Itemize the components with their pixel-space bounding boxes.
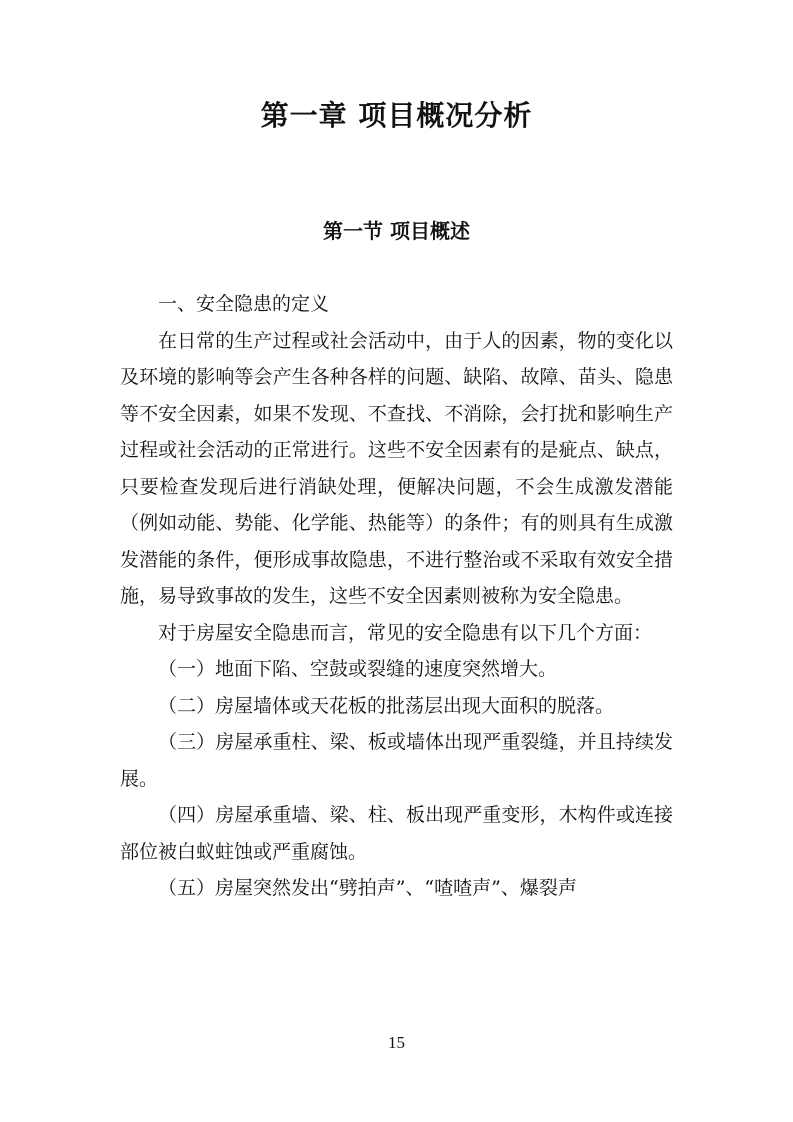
list-item-1: （一）地面下陷、空鼓或裂缝的速度突然增大。: [158, 658, 558, 680]
list-item-2: （二）房屋墙体或天花板的批荡层出现大面积的脱落。: [158, 694, 615, 717]
list-item-4: （四）房屋承重墙、梁、柱、板出现严重变形，木构件或连接部位被白蚁蛀蚀或严重腐蚀。: [120, 804, 673, 863]
page-number: 15: [388, 1033, 405, 1052]
paragraph-definition: 在日常的生产过程或社会活动中，由于人的因素，物的变化以及环境的影响等会产生各种各样的问题、缺陷、故障、苗头、隐患等不安全因素，如果不发现、不查找、不消除，会打扰和影响生产过程或社会活动的正常进行。这些不安全因素有的是疵点、缺点，只要检查发现后进行消缺处理，便解决问题，不会生成激发潜能（例如动能、势能、化学能、热能等）的条件；有的则具有生成激发潜能的条件，便形成事故隐患，不进行整治或不采取有效安全措施，易导致事故的发生，这些不安全因素则被称为安全隐患。: [120, 329, 673, 607]
list-item-5: （五）房屋突然发出“劈拍声”、“喳喳声”、爆裂声: [158, 877, 577, 899]
body-text: [120, 286, 673, 907]
heading-definition: 一、安全隐患的定义: [158, 293, 330, 315]
chapter-title: 第一章 项目概况分析: [260, 99, 533, 132]
list-item-3: （三）房屋承重柱、梁、板或墙体出现严重裂缝，并且持续发展。: [120, 731, 673, 790]
section-title: 第一节 项目概述: [323, 219, 470, 243]
paragraph-intro-list: 对于房屋安全隐患而言，常见的安全隐患有以下几个方面：: [158, 621, 653, 644]
